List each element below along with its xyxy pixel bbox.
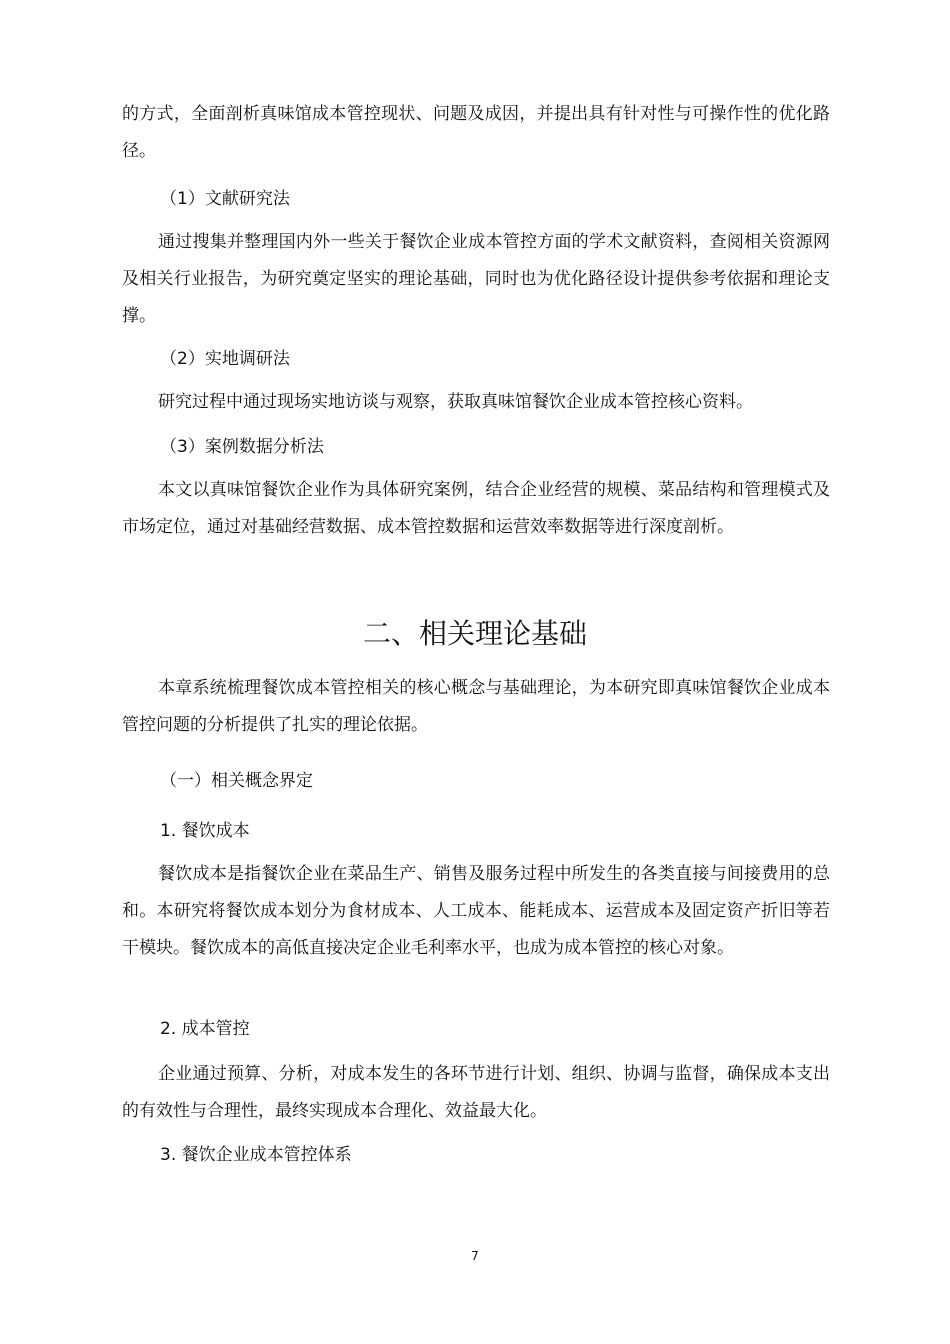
- concept-heading-cost-control: 2. 成本管控: [160, 1019, 250, 1039]
- concept-text-catering-cost: 餐饮成本是指餐饮企业在菜品生产、销售及服务过程中所发生的各类直接与间接费用的总和。本研究将餐饮成本划分为食材成本、人工成本、能耗成本、运营成本及固定资产折旧等若干模块。餐饮成本的高低直接决定企业毛利率水平，也成为成本管控的核心对象。: [122, 864, 830, 958]
- section-title: （一）相关概念界定: [160, 771, 313, 791]
- method-heading-fieldwork: （2）实地调研法: [160, 349, 290, 369]
- method-text-case-analysis: 本文以真味馆餐饮企业作为具体研究案例，结合企业经营的规模、菜品结构和管理模式及市场定位，通过对基础经营数据、成本管控数据和运营效率数据等进行深度剖析。: [122, 480, 830, 537]
- method-text-fieldwork: 研究过程中通过现场实地访谈与观察，获取真味馆餐饮企业成本管控核心资料。: [158, 392, 753, 412]
- continuation-paragraph: 的方式，全面剖析真味馆成本管控现状、问题及成因，并提出具有针对性与可操作性的优化路径。: [122, 104, 830, 161]
- method-heading-case-analysis: （3）案例数据分析法: [160, 437, 324, 457]
- method-text-literature: 通过搜集并整理国内外一些关于餐饮企业成本管控方面的学术文献资料，查阅相关资源网及相关行业报告，为研究奠定坚实的理论基础，同时也为优化路径设计提供参考依据和理论支撑。: [122, 232, 830, 326]
- concept-heading-catering-cost: 1. 餐饮成本: [160, 821, 250, 841]
- chapter-intro: 本章系统梳理餐饮成本管控相关的核心概念与基础理论，为本研究即真味馆餐饮企业成本管控问题的分析提供了扎实的理论依据。: [122, 678, 830, 735]
- concept-text-cost-control: 企业通过预算、分析，对成本发生的各环节进行计划、组织、协调与监督，确保成本支出的有效性与合理性，最终实现成本合理化、效益最大化。: [122, 1064, 830, 1121]
- chapter-title: 二、相关理论基础: [362, 617, 587, 650]
- concept-heading-control-system: 3. 餐饮企业成本管控体系: [160, 1145, 352, 1165]
- page-number: 7: [471, 1249, 479, 1263]
- method-heading-literature: （1）文献研究法: [160, 189, 290, 209]
